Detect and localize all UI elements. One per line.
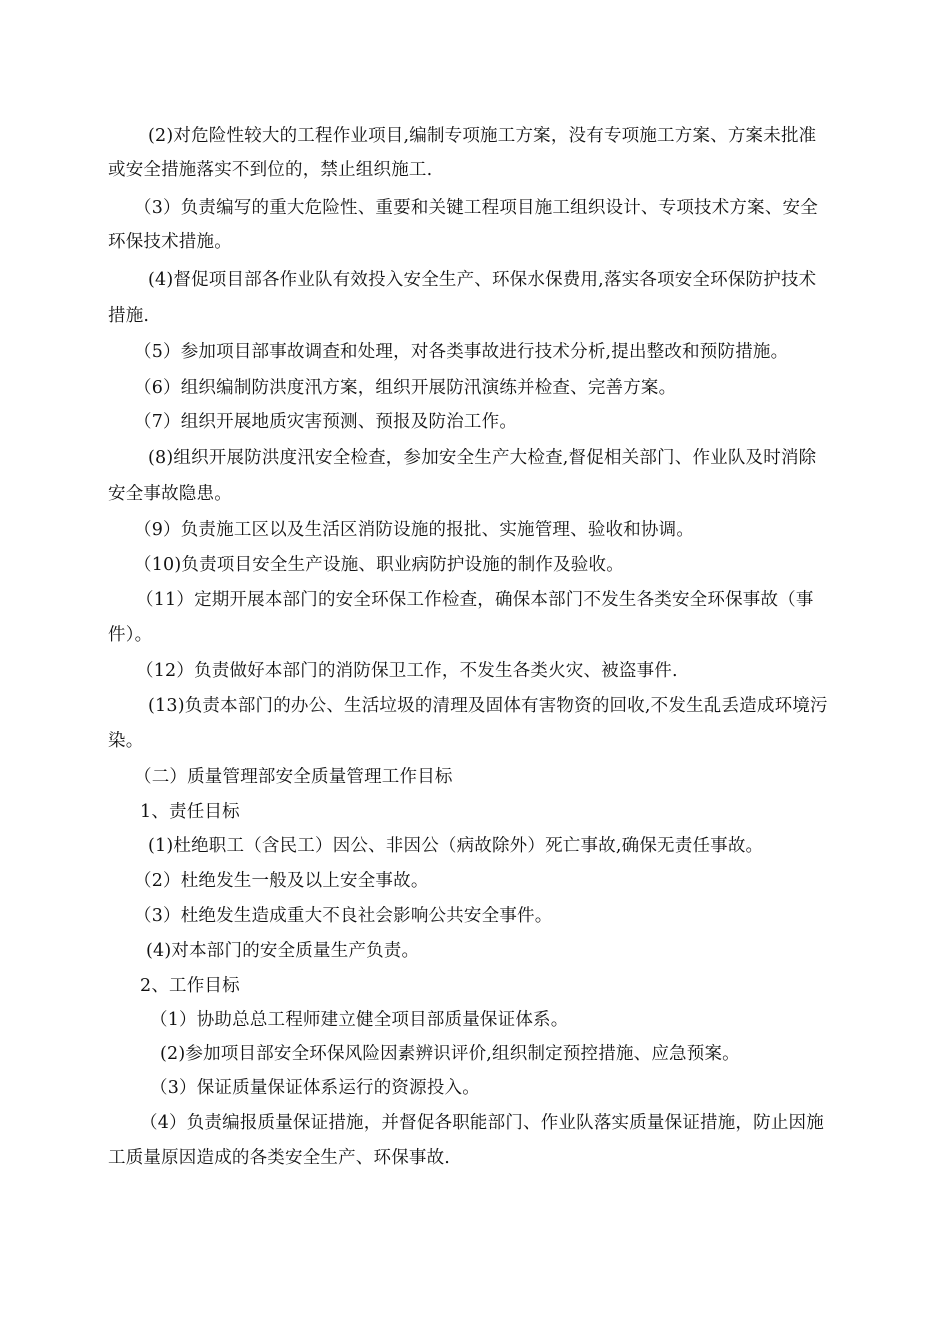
text-line: （9）负责施工区以及生活区消防设施的报批、实施管理、验收和协调。 bbox=[134, 520, 695, 540]
text-line: (8)组织开展防洪度汛安全检查，参加安全生产大检查,督促相关部门、作业队及时消除 bbox=[148, 448, 817, 468]
text-line: 措施. bbox=[108, 306, 150, 326]
text-line: （10)负责项目安全生产设施、职业病防护设施的制作及验收。 bbox=[134, 555, 624, 575]
text-line: （4）负责编报质量保证措施，并督促各职能部门、作业队落实质量保证措施，防止因施 bbox=[140, 1113, 824, 1133]
text-line: (4)对本部门的安全质量生产负责。 bbox=[146, 941, 420, 961]
text-line: （2）杜绝发生一般及以上安全事故。 bbox=[134, 871, 429, 891]
text-line: (13)负责本部门的办公、生活垃圾的清理及固体有害物资的回收,不发生乱丢造成环境污 bbox=[148, 696, 828, 716]
text-line: 安全事故隐患。 bbox=[108, 484, 232, 504]
text-line: (1)杜绝职工（含民工）因公、非因公（病故除外）死亡事故,确保无责任事故。 bbox=[148, 836, 764, 856]
text-line: （1）协助总总工程师建立健全项目部质量保证体系。 bbox=[150, 1010, 569, 1030]
text-line: 或安全措施落实不到位的，禁止组织施工. bbox=[108, 160, 433, 180]
text-line: (2)对危险性较大的工程作业项目,编制专项施工方案，没有专项施工方案、方案未批准 bbox=[148, 126, 817, 146]
text-line: 工质量原因造成的各类安全生产、环保事故. bbox=[108, 1148, 451, 1168]
text-line: 环保技术措施。 bbox=[108, 232, 232, 252]
text-line: （5）参加项目部事故调查和处理，对各类事故进行技术分析,提出整改和预防措施。 bbox=[134, 342, 789, 362]
text-line: （11）定期开展本部门的安全环保工作检查，确保本部门不发生各类安全环保事故（事 bbox=[136, 590, 814, 610]
text-line: （3）杜绝发生造成重大不良社会影响公共安全事件。 bbox=[134, 906, 553, 926]
text-line: (4)督促项目部各作业队有效投入安全生产、环保水保费用,落实各项安全环保防护技术 bbox=[148, 270, 817, 290]
text-line: 染。 bbox=[108, 731, 144, 751]
text-line: （3）负责编写的重大危险性、重要和关键工程项目施工组织设计、专项技术方案、安全 bbox=[134, 198, 818, 218]
text-line: （7）组织开展地质灾害预测、预报及防治工作。 bbox=[134, 412, 518, 432]
text-line: （12）负责做好本部门的消防保卫工作，不发生各类火灾、被盗事件. bbox=[136, 661, 678, 681]
text-line: (2)参加项目部安全环保风险因素辨识评价,组织制定预控措施、应急预案。 bbox=[160, 1044, 740, 1064]
text-line: （3）保证质量保证体系运行的资源投入。 bbox=[150, 1078, 480, 1098]
subsection-heading: 2、工作目标 bbox=[140, 976, 240, 996]
subsection-heading: 1、责任目标 bbox=[140, 802, 240, 822]
text-line: 件）。 bbox=[108, 625, 153, 645]
text-line: （6）组织编制防洪度汛方案，组织开展防汛演练并检查、完善方案。 bbox=[134, 378, 677, 398]
section-heading: （二）质量管理部安全质量管理工作目标 bbox=[134, 767, 453, 787]
